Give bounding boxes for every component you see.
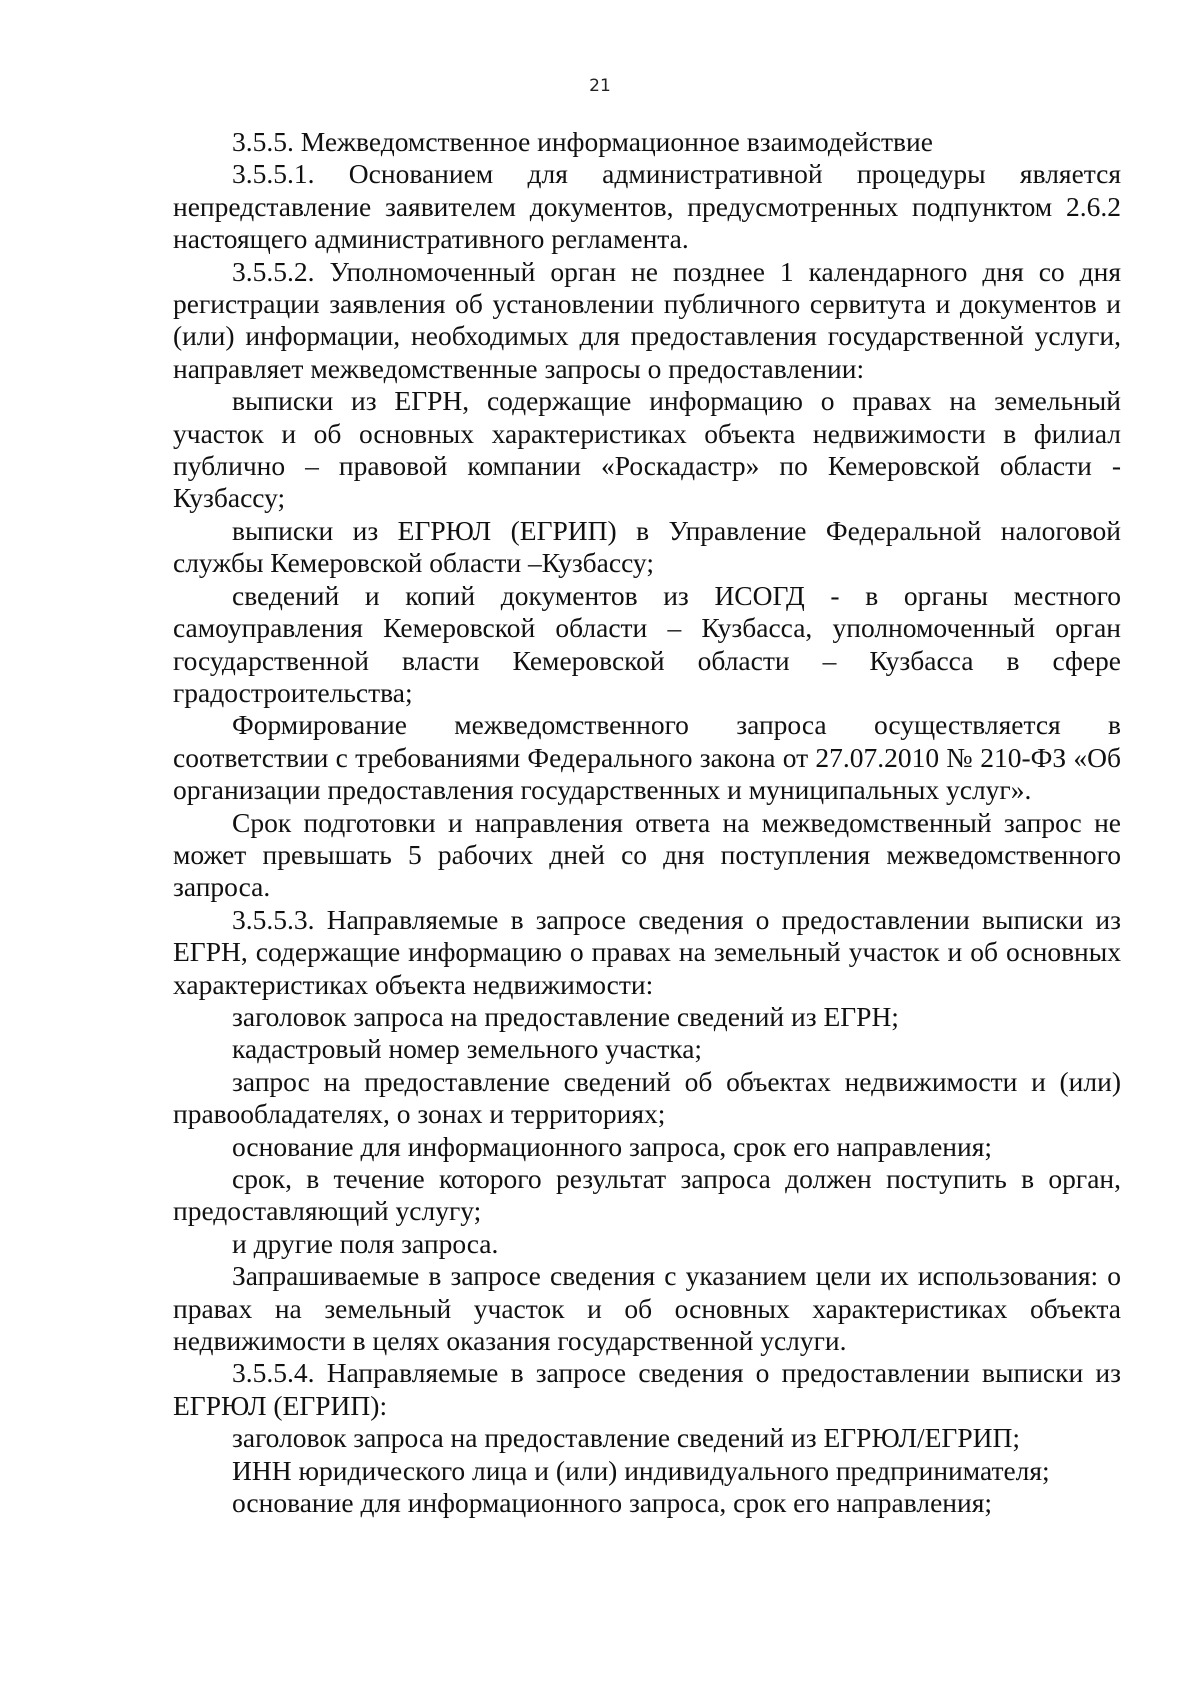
paragraph: Запрашиваемые в запросе сведения с указанием цели их использования: о правах на земельный участок и об основных характеристиках объекта недвижимости в целях оказания государственной услуги.: [173, 1260, 1121, 1357]
list-item: срок, в течение которого результат запроса должен поступить в орган, предоставляющий услугу;: [173, 1163, 1121, 1227]
list-item: и другие поля запроса.: [232, 1227, 499, 1259]
list-item: выписки из ЕГРН, содержащие информацию о правах на земельный участок и об основных характеристиках объекта недвижимости в филиал публично – правовой компании «Роскадастр» по Кемеровской области - Кузбассу;: [173, 385, 1121, 514]
list-item: сведений и копий документов из ИСОГД - в органы местного самоуправления Кемеровской области – Кузбасса, уполномоченный орган государственной власти Кемеровской области – Кузбасса в сфере градостроительства;: [173, 579, 1121, 708]
paragraph: Срок подготовки и направления ответа на межведомственный запрос не может превышать 5 рабочих дней со дня поступления межведомственного запроса.: [173, 806, 1121, 903]
paragraph: 3.5.5.1. Основанием для административной процедуры является непредставление заявителем документов, предусмотренных подпунктом 2.6.2 настоящего административного регламента.: [173, 158, 1121, 255]
list-item: основание для информационного запроса, срок его направления;: [232, 1130, 993, 1162]
list-item: заголовок запроса на предоставление сведений из ЕГРН;: [232, 1000, 899, 1032]
list-item: ИНН юридического лица и (или) индивидуального предпринимателя;: [232, 1454, 1050, 1486]
list-item: кадастровый номер земельного участка;: [232, 1033, 703, 1065]
list-item: запрос на предоставление сведений об объектах недвижимости и (или) правообладателях, о зонах и территориях;: [173, 1065, 1121, 1130]
list-item: заголовок запроса на предоставление сведений из ЕГРЮЛ/ЕГРИП;: [232, 1422, 1020, 1454]
paragraph: 3.5.5.3. Направляемые в запросе сведения о предоставлении выписки из ЕГРН, содержащие информацию о правах на земельный участок и об основных характеристиках объекта недвижимости:: [173, 903, 1121, 1000]
page-number: 21: [589, 76, 611, 96]
paragraph: 3.5.5.2. Уполномоченный орган не позднее 1 календарного дня со дня регистрации заявления об установлении публичного сервитута и документов и (или) информации, необходимых для предоставления государственной услуги, направляет межведомственные запросы о предоставлении:: [173, 255, 1121, 384]
paragraph: Формирование межведомственного запроса осуществляется в соответствии с требованиями Федерального закона от 27.07.2010 № 210-ФЗ «Об организации предоставления государственных и муниципальных услуг».: [173, 709, 1121, 806]
paragraph: 3.5.5.4. Направляемые в запросе сведения о предоставлении выписки из ЕГРЮЛ (ЕГРИП):: [173, 1357, 1121, 1421]
document-body: [173, 126, 1121, 1519]
section-heading: 3.5.5. Межведомственное информационное взаимодействие: [232, 126, 933, 157]
list-item: выписки из ЕГРЮЛ (ЕГРИП) в Управление Федеральной налоговой службы Кемеровской области –Кузбассу;: [173, 514, 1121, 579]
list-item: основание для информационного запроса, срок его направления;: [232, 1487, 993, 1519]
